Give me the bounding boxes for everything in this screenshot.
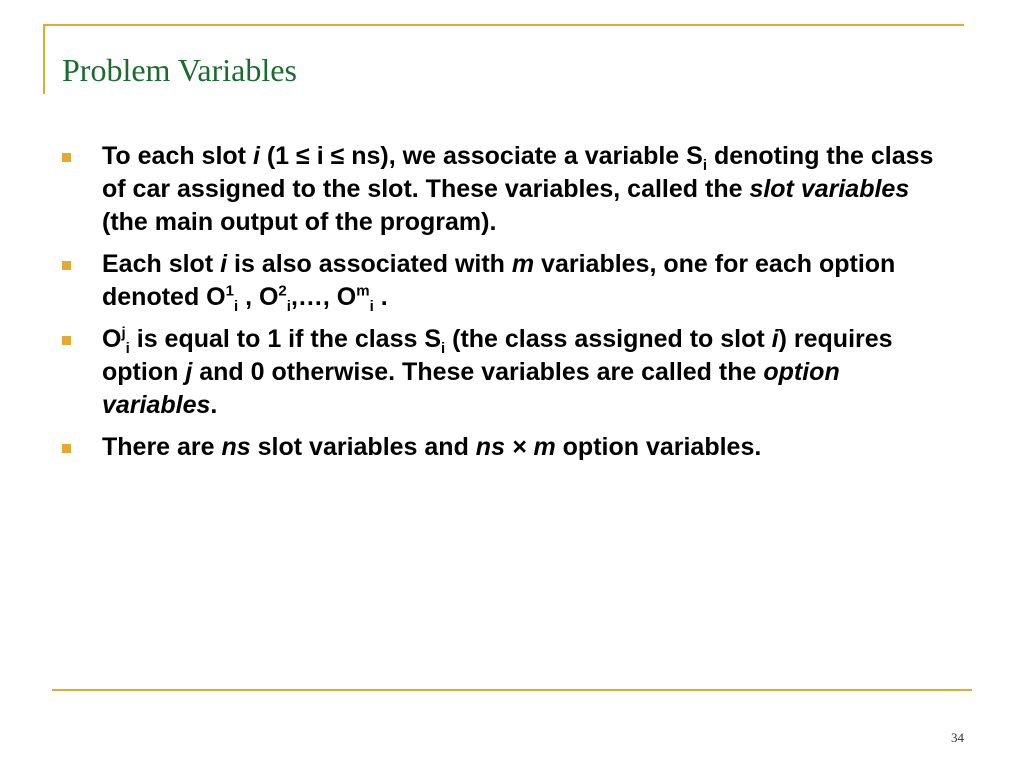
subscript: i bbox=[441, 340, 446, 357]
bullet-text bbox=[102, 433, 761, 461]
text-run: O bbox=[102, 325, 122, 353]
text-run: (the class assigned to slot bbox=[445, 325, 772, 353]
italic-run: ns bbox=[221, 433, 251, 461]
superscript: 1 bbox=[225, 282, 234, 300]
bullet-list bbox=[62, 140, 962, 473]
slide-title: Problem Variables bbox=[62, 52, 297, 88]
page-number: 34 bbox=[951, 730, 964, 745]
text-run: is also associated with bbox=[227, 250, 512, 278]
italic-run: ns × m bbox=[475, 433, 556, 461]
italic-run: i bbox=[771, 325, 779, 353]
bullet-text bbox=[102, 250, 896, 315]
top-frame-line bbox=[43, 24, 964, 26]
text-run: ) requires option bbox=[102, 325, 893, 386]
left-frame-line bbox=[43, 24, 45, 94]
text-run: There are bbox=[102, 433, 222, 461]
bullet-item-variable-count bbox=[62, 431, 962, 464]
subscript: i bbox=[125, 340, 130, 357]
bullet-text bbox=[102, 142, 933, 236]
square-bullet-icon bbox=[62, 336, 71, 345]
italic-run: i bbox=[220, 250, 228, 278]
text-run: is equal to 1 if the class S bbox=[129, 325, 442, 353]
text-run: and 0 otherwise. These variables are called the bbox=[192, 358, 764, 386]
italic-run: option variables bbox=[102, 358, 840, 419]
square-bullet-icon bbox=[62, 153, 71, 162]
text-run: (1 ≤ i ≤ ns), we associate a variable S bbox=[259, 142, 703, 170]
text-run: slot variables and bbox=[250, 433, 476, 461]
superscript: 2 bbox=[278, 282, 287, 300]
square-bullet-icon bbox=[62, 261, 71, 270]
bullet-text bbox=[102, 325, 893, 419]
text-run: (the main output of the program). bbox=[102, 208, 497, 236]
text-run: ,…, O bbox=[290, 283, 357, 311]
text-run: . bbox=[210, 391, 218, 419]
italic-run: i bbox=[252, 142, 260, 170]
bullet-item-slot-variables bbox=[62, 140, 962, 239]
text-run: denoting the class of car assigned to the slot. These variables, called the bbox=[102, 142, 934, 203]
text-run: , O bbox=[238, 283, 279, 311]
superscript: j bbox=[121, 324, 126, 342]
text-run: variables, one for each option denoted O bbox=[102, 250, 896, 311]
subscript: i bbox=[233, 298, 239, 315]
italic-run: m bbox=[511, 250, 535, 278]
text-run: option variables. bbox=[555, 433, 762, 461]
italic-run: j bbox=[185, 358, 193, 386]
text-run: Each slot bbox=[102, 250, 221, 278]
bullet-item-option-association bbox=[62, 248, 962, 314]
footer-rule bbox=[52, 689, 972, 691]
subscript: i bbox=[702, 157, 707, 174]
text-run: . bbox=[373, 283, 388, 311]
square-bullet-icon bbox=[62, 444, 71, 453]
subscript: i bbox=[369, 298, 374, 315]
subscript: i bbox=[286, 298, 291, 315]
italic-run: slot variables bbox=[749, 175, 910, 203]
bullet-item-option-definition bbox=[62, 323, 962, 422]
superscript: m bbox=[356, 282, 370, 300]
text-run: To each slot bbox=[102, 142, 253, 170]
